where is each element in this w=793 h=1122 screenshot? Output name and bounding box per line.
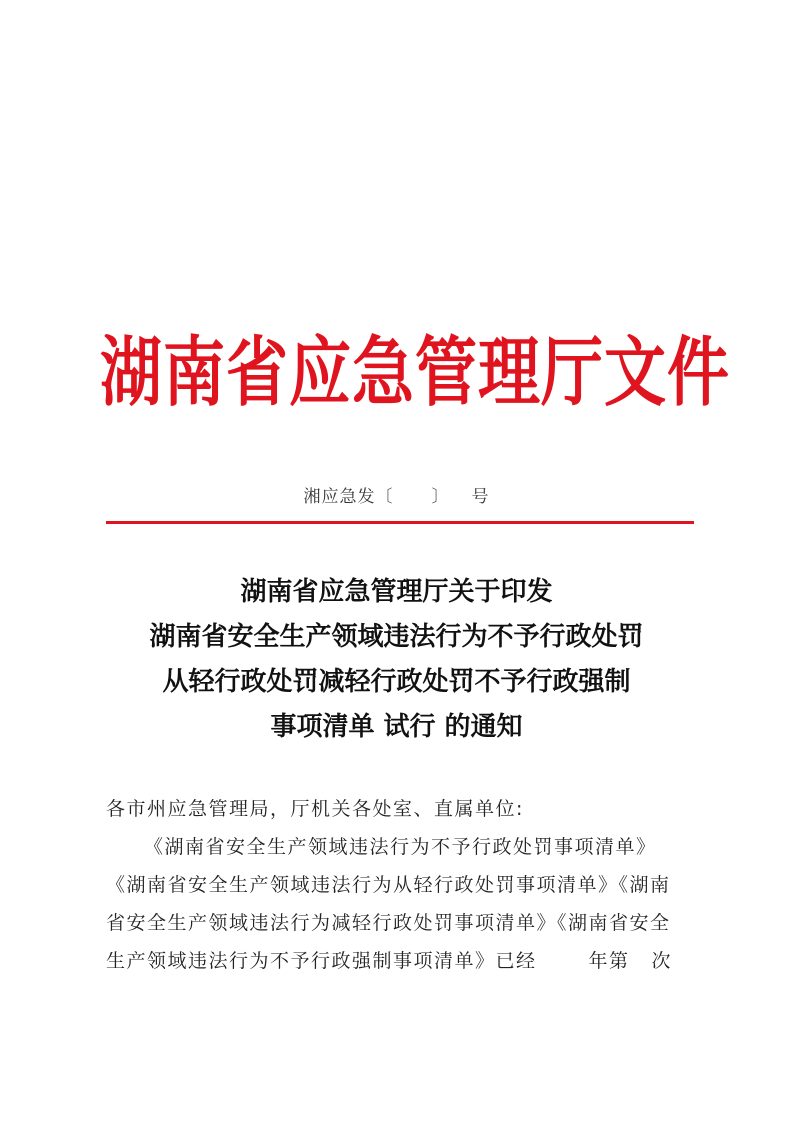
- body-line-4-year: 年第: [588, 950, 630, 972]
- body-line-2: 《湖南省安全生产领域违法行为从轻行政处罚事项清单》《湖南: [106, 874, 671, 896]
- doc-number-close: 〕: [431, 487, 450, 507]
- notice-title: [80, 570, 713, 750]
- document-number: [0, 482, 793, 507]
- doc-number-suffix: 号: [471, 487, 490, 507]
- notice-title-line-3: 从轻行政处罚减轻行政处罚不予行政强制: [162, 667, 631, 697]
- body-line-4: [106, 942, 696, 980]
- body-line-3: 省安全生产领域违法行为减轻行政处罚事项清单》《湖南省安全: [106, 912, 671, 934]
- body-line-1: 《湖南省安全生产领域违法行为不予行政处罚事项清单》: [144, 836, 657, 858]
- body-line-4-text: 生产领域违法行为不予行政强制事项清单》已经: [106, 950, 537, 972]
- salutation: 各市州应急管理局，厅机关各处室、直属单位:: [106, 798, 524, 820]
- doc-number-prefix: 湘应急发〔: [303, 487, 394, 507]
- body-text: [106, 790, 696, 980]
- body-line-4-times: 次: [651, 950, 673, 972]
- notice-title-line-1: 湖南省应急管理厅关于印发: [240, 577, 553, 607]
- notice-title-line-2: 湖南省安全生产领域违法行为不予行政处罚: [149, 622, 644, 652]
- masthead-title: 湖南省应急管理厅文件: [100, 327, 731, 417]
- notice-title-line-4: 事项清单 试行 的通知: [270, 712, 523, 742]
- red-divider-line: [106, 521, 694, 524]
